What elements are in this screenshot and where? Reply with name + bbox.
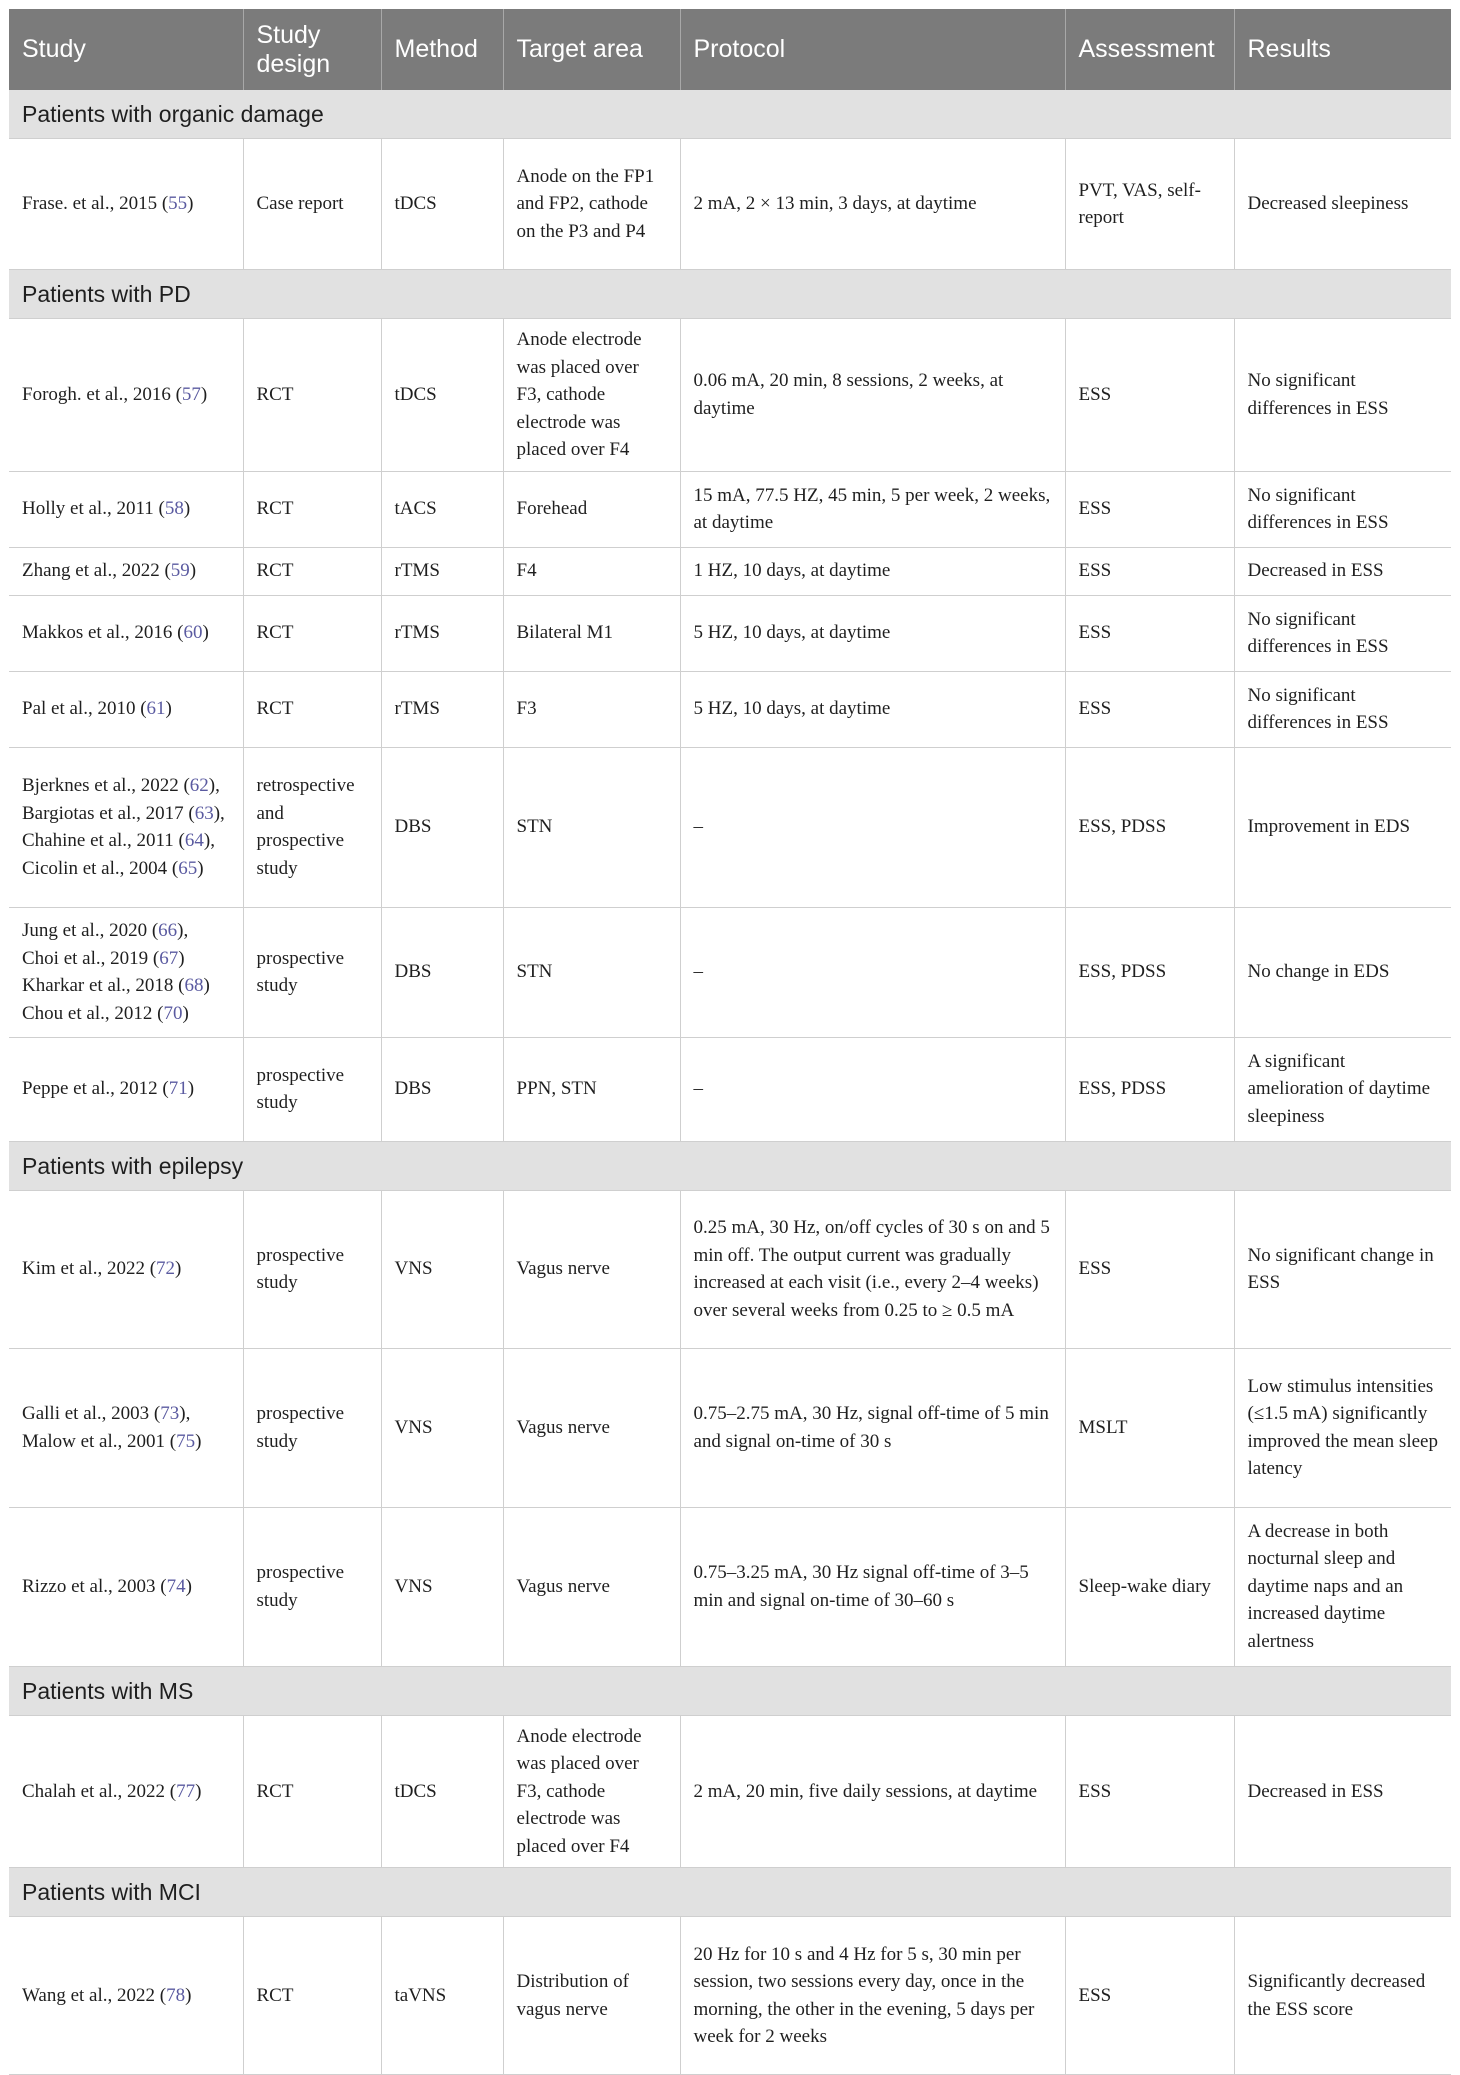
- study-text: ): [185, 1575, 192, 1597]
- cell-protocol: 5 HZ, 10 days, at daytime: [680, 595, 1065, 671]
- cell-target-area: Anode electrode was placed over F3, cathode electrode was placed over F4: [503, 319, 680, 472]
- reference-link[interactable]: 66: [158, 920, 178, 941]
- table-row: [9, 1348, 1451, 1507]
- study-text: Jung et al., 2020 (: [22, 920, 159, 941]
- section-row: [9, 1868, 1451, 1917]
- reference-link[interactable]: 72: [156, 1258, 176, 1280]
- reference-link[interactable]: 73: [160, 1403, 180, 1424]
- table-row: [9, 139, 1451, 270]
- cell-assessment: ESS: [1065, 1917, 1234, 2075]
- cell-results: Improvement in EDS: [1234, 747, 1451, 907]
- section-row: [9, 90, 1451, 139]
- cell-study: [9, 547, 243, 595]
- cell-assessment: ESS: [1065, 671, 1234, 747]
- table-row: [9, 471, 1451, 547]
- study-text: Frase. et al., 2015 (: [22, 193, 169, 215]
- cell-results: Decreased in ESS: [1234, 1715, 1451, 1868]
- section-row: [9, 1666, 1451, 1715]
- reference-link[interactable]: 55: [168, 193, 188, 215]
- section-title: Patients with MS: [9, 1666, 1451, 1715]
- cell-method: VNS: [381, 1190, 503, 1348]
- cell-study-design: Case report: [243, 139, 381, 270]
- cell-results: No significant differences in ESS: [1234, 595, 1451, 671]
- section-title: Patients with MCI: [9, 1868, 1451, 1917]
- cell-assessment: ESS, PDSS: [1065, 907, 1234, 1037]
- cell-assessment: ESS: [1065, 1190, 1234, 1348]
- table-row: [9, 595, 1451, 671]
- table-row: [9, 747, 1451, 907]
- cell-study: [9, 595, 243, 671]
- study-text: ): [202, 622, 209, 644]
- study-text: Chalah et al., 2022 (: [22, 1780, 177, 1802]
- section-title: Patients with PD: [9, 270, 1451, 319]
- cell-study-design: RCT: [243, 1715, 381, 1868]
- table-row: [9, 907, 1451, 1037]
- table-row: [9, 1037, 1451, 1141]
- table-header: [9, 9, 1451, 90]
- study-text: ), Malow et al., 2001 (: [22, 1403, 191, 1452]
- cell-study: [9, 1917, 243, 2075]
- study-text: Holly et al., 2011 (: [22, 498, 165, 520]
- study-text: ): [187, 193, 194, 215]
- reference-link[interactable]: 59: [170, 560, 190, 582]
- cell-target-area: Anode electrode was placed over F3, cathode electrode was placed over F4: [503, 1715, 680, 1868]
- study-text: ): [165, 698, 172, 720]
- reference-link[interactable]: 74: [166, 1575, 186, 1597]
- reference-link[interactable]: 78: [166, 1984, 186, 2006]
- study-text: ): [200, 384, 208, 405]
- cell-assessment: ESS: [1065, 1715, 1234, 1868]
- cell-study-design: RCT: [243, 671, 381, 747]
- cell-study: [9, 1507, 243, 1666]
- cell-method: rTMS: [381, 547, 503, 595]
- cell-protocol: 2 mA, 20 min, five daily sessions, at daytime: [680, 1715, 1065, 1868]
- cell-target-area: STN: [503, 747, 680, 907]
- cell-assessment: ESS: [1065, 319, 1234, 472]
- cell-results: No significant differences in ESS: [1234, 319, 1451, 472]
- section-row: [9, 1141, 1451, 1190]
- cell-method: DBS: [381, 747, 503, 907]
- cell-study: [9, 139, 243, 270]
- study-text: Peppe et al., 2012 (: [22, 1078, 169, 1100]
- cell-study-design: prospective study: [243, 1507, 381, 1666]
- table-row: [9, 1190, 1451, 1348]
- table-row: [9, 671, 1451, 747]
- cell-protocol: 0.75–3.25 mA, 30 Hz signal off-time of 3–5 min and signal on-time of 30–60 s: [680, 1507, 1065, 1666]
- cell-study-design: prospective study: [243, 1037, 381, 1141]
- cell-results: Decreased sleepiness: [1234, 139, 1451, 270]
- cell-method: tDCS: [381, 319, 503, 472]
- cell-target-area: Anode on the FP1 and FP2, cathode on the P3 and P4: [503, 139, 680, 270]
- header-method: Method: [381, 9, 503, 90]
- cell-method: rTMS: [381, 595, 503, 671]
- header-results: Results: [1234, 9, 1451, 90]
- cell-results: No change in EDS: [1234, 907, 1451, 1037]
- cell-study: [9, 1190, 243, 1348]
- cell-protocol: 20 Hz for 10 s and 4 Hz for 5 s, 30 min per session, two sessions every day, once in the morning, the other in the evening, 5 days per week for 2 weeks: [680, 1917, 1065, 2075]
- header-study: Study: [9, 9, 243, 90]
- cell-protocol: –: [680, 1037, 1065, 1141]
- cell-study: [9, 671, 243, 747]
- cell-study-design: retrospective and prospective study: [243, 747, 381, 907]
- reference-link[interactable]: 63: [194, 802, 214, 824]
- cell-study: [9, 747, 243, 907]
- header-study-design: Study design: [243, 9, 381, 90]
- study-text: ): [175, 1258, 182, 1280]
- cell-results: No significant change in ESS: [1234, 1190, 1451, 1348]
- cell-method: DBS: [381, 1037, 503, 1141]
- cell-assessment: ESS, PDSS: [1065, 747, 1234, 907]
- cell-study-design: RCT: [243, 547, 381, 595]
- study-text: ): [187, 1078, 195, 1100]
- cell-method: tDCS: [381, 1715, 503, 1868]
- cell-method: taVNS: [381, 1917, 503, 2075]
- cell-target-area: Forehead: [503, 471, 680, 547]
- cell-method: tACS: [381, 471, 503, 547]
- cell-assessment: ESS, PDSS: [1065, 1037, 1234, 1141]
- cell-assessment: ESS: [1065, 547, 1234, 595]
- cell-study-design: prospective study: [243, 1348, 381, 1507]
- cell-study: [9, 1348, 243, 1507]
- study-text: Forogh. et al., 2016 (: [22, 384, 182, 405]
- cell-target-area: Distribution of vagus nerve: [503, 1917, 680, 2075]
- study-text: ): [195, 1430, 202, 1452]
- study-text: ) Kharkar et al., 2018 (: [22, 947, 185, 996]
- table-row: [9, 1917, 1451, 2075]
- header-assessment: Assessment: [1065, 9, 1234, 90]
- study-text: ): [195, 1780, 202, 1802]
- table-row: [9, 547, 1451, 595]
- study-text: ): [183, 498, 191, 520]
- section-title: Patients with epilepsy: [9, 1141, 1451, 1190]
- study-text: ) Chou et al., 2012 (: [22, 975, 210, 1024]
- reference-link[interactable]: 68: [184, 975, 204, 996]
- cell-method: rTMS: [381, 671, 503, 747]
- cell-study-design: prospective study: [243, 1190, 381, 1348]
- study-text: Zhang et al., 2022 (: [22, 560, 171, 582]
- cell-assessment: ESS: [1065, 471, 1234, 547]
- reference-link[interactable]: 61: [146, 698, 166, 720]
- reference-link[interactable]: 58: [164, 498, 184, 520]
- table-row: [9, 1715, 1451, 1868]
- reference-link[interactable]: 67: [159, 947, 179, 969]
- section-row: [9, 270, 1451, 319]
- reference-link[interactable]: 60: [183, 622, 203, 644]
- study-text: ): [197, 857, 204, 879]
- cell-study: [9, 471, 243, 547]
- cell-study-design: RCT: [243, 471, 381, 547]
- cell-assessment: MSLT: [1065, 1348, 1234, 1507]
- cell-protocol: 0.75–2.75 mA, 30 Hz, signal off-time of 5 min and signal on-time of 30 s: [680, 1348, 1065, 1507]
- reference-link[interactable]: 64: [184, 830, 204, 851]
- study-text: ), Cicolin et al., 2004 (: [22, 830, 215, 879]
- cell-results: No significant differences in ESS: [1234, 671, 1451, 747]
- cell-study-design: RCT: [243, 319, 381, 472]
- cell-target-area: F4: [503, 547, 680, 595]
- cell-results: No significant differences in ESS: [1234, 471, 1451, 547]
- reference-link[interactable]: 62: [189, 775, 209, 796]
- cell-protocol: 5 HZ, 10 days, at daytime: [680, 671, 1065, 747]
- cell-target-area: STN: [503, 907, 680, 1037]
- cell-target-area: Vagus nerve: [503, 1190, 680, 1348]
- study-text: ): [189, 560, 197, 582]
- cell-method: VNS: [381, 1348, 503, 1507]
- reference-link[interactable]: 75: [176, 1430, 196, 1452]
- cell-study: [9, 1037, 243, 1141]
- header-target-area: Target area: [503, 9, 680, 90]
- cell-protocol: 2 mA, 2 × 13 min, 3 days, at daytime: [680, 139, 1065, 270]
- study-text: Rizzo et al., 2003 (: [22, 1575, 167, 1597]
- cell-method: DBS: [381, 907, 503, 1037]
- cell-method: tDCS: [381, 139, 503, 270]
- cell-study-design: RCT: [243, 1917, 381, 2075]
- cell-method: VNS: [381, 1507, 503, 1666]
- reference-link[interactable]: 70: [163, 1002, 183, 1024]
- study-text: Bjerknes et al., 2022 (: [22, 775, 190, 796]
- reference-link[interactable]: 57: [181, 384, 201, 405]
- cell-protocol: 0.06 mA, 20 min, 8 sessions, 2 weeks, at daytime: [680, 319, 1065, 472]
- cell-assessment: PVT, VAS, self-report: [1065, 139, 1234, 270]
- cell-results: Low stimulus intensities (≤1.5 mA) significantly improved the mean sleep latency: [1234, 1348, 1451, 1507]
- header-protocol: Protocol: [680, 9, 1065, 90]
- cell-results: Decreased in ESS: [1234, 547, 1451, 595]
- cell-target-area: F3: [503, 671, 680, 747]
- study-text: ), Choi et al., 2019 (: [22, 920, 189, 969]
- cell-study: [9, 319, 243, 472]
- study-text: ): [182, 1002, 189, 1024]
- reference-link[interactable]: 65: [178, 857, 198, 879]
- cell-study-design: RCT: [243, 595, 381, 671]
- cell-protocol: 15 mA, 77.5 HZ, 45 min, 5 per week, 2 weeks, at daytime: [680, 471, 1065, 547]
- cell-target-area: Vagus nerve: [503, 1507, 680, 1666]
- study-text: ), Chahine et al., 2011 (: [22, 802, 225, 851]
- cell-study: [9, 1715, 243, 1868]
- cell-protocol: 1 HZ, 10 days, at daytime: [680, 547, 1065, 595]
- cell-target-area: Vagus nerve: [503, 1348, 680, 1507]
- study-text: Wang et al., 2022 (: [22, 1984, 167, 2006]
- table-row: [9, 319, 1451, 472]
- cell-protocol: 0.25 mA, 30 Hz, on/off cycles of 30 s on and 5 min off. The output current was gradually increased at each visit (i.e., every 2–4 weeks) over several weeks from 0.25 to ≥ 0.5 mA: [680, 1190, 1065, 1348]
- study-text: ), Bargiotas et al., 2017 (: [22, 775, 220, 824]
- table-body: [9, 90, 1451, 2075]
- cell-study-design: prospective study: [243, 907, 381, 1037]
- cell-target-area: Bilateral M1: [503, 595, 680, 671]
- cell-protocol: –: [680, 747, 1065, 907]
- cell-results: Significantly decreased the ESS score: [1234, 1917, 1451, 2075]
- cell-assessment: Sleep-wake diary: [1065, 1507, 1234, 1666]
- study-text: Makkos et al., 2016 (: [22, 622, 184, 644]
- study-text: Kim et al., 2022 (: [22, 1258, 157, 1280]
- cell-study: [9, 907, 243, 1037]
- table-row: [9, 1507, 1451, 1666]
- study-table: [9, 9, 1451, 2075]
- cell-protocol: –: [680, 907, 1065, 1037]
- reference-link[interactable]: 77: [176, 1780, 196, 1802]
- cell-results: A significant amelioration of daytime sleepiness: [1234, 1037, 1451, 1141]
- cell-assessment: ESS: [1065, 595, 1234, 671]
- cell-results: A decrease in both nocturnal sleep and daytime naps and an increased daytime alertness: [1234, 1507, 1451, 1666]
- section-title: Patients with organic damage: [9, 90, 1451, 139]
- study-text: Galli et al., 2003 (: [22, 1403, 161, 1424]
- cell-target-area: PPN, STN: [503, 1037, 680, 1141]
- study-text: Pal et al., 2010 (: [22, 698, 147, 720]
- reference-link[interactable]: 71: [168, 1078, 188, 1100]
- study-text: ): [185, 1984, 192, 2006]
